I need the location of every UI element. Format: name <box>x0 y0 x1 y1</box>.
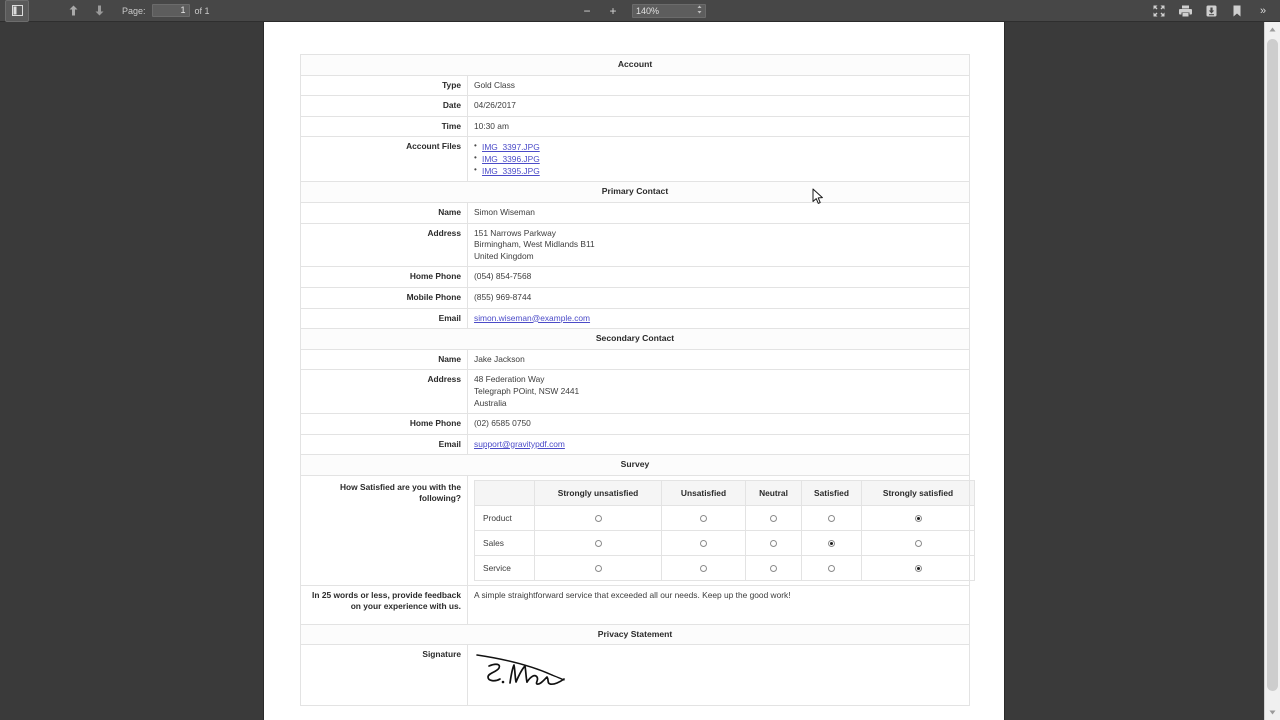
survey-matrix <box>474 480 975 581</box>
field-value-primary-email <box>468 308 970 329</box>
radio-sales-0[interactable] <box>595 540 602 547</box>
zoom-in-button[interactable] <box>601 0 625 22</box>
section-header-row <box>301 55 970 76</box>
field-label-secondary-name: Name <box>301 349 468 370</box>
email-link[interactable]: support@gravitypdf.com <box>474 438 565 449</box>
field-value-secondary-email <box>468 434 970 455</box>
field-label-time: Time <box>301 116 468 137</box>
page-total-label: of 1 <box>194 5 210 16</box>
scrollbar-thumb[interactable] <box>1267 39 1278 691</box>
radio-sales-1[interactable] <box>700 540 707 547</box>
survey-radio-cell[interactable] <box>535 555 662 580</box>
zoom-out-icon: − <box>583 3 591 18</box>
radio-product-2[interactable] <box>770 515 777 522</box>
section-header-row <box>301 329 970 350</box>
field-label-survey-question: How Satisfied are you with the following? <box>301 475 468 585</box>
field-value-primary-address <box>468 223 970 267</box>
survey-radio-cell[interactable] <box>535 530 662 555</box>
field-value-secondary-address <box>468 370 970 414</box>
file-link[interactable]: IMG_3395.JPG <box>482 166 540 177</box>
survey-radio-cell[interactable] <box>802 530 862 555</box>
address-line: 151 Narrows Parkway <box>474 227 556 238</box>
survey-row-product <box>475 505 975 530</box>
table-row <box>301 137 970 182</box>
toolbar-zoom-group <box>0 0 1280 22</box>
survey-radio-cell[interactable] <box>746 555 802 580</box>
zoom-out-button[interactable] <box>575 0 599 22</box>
field-label-primary-name: Name <box>301 202 468 223</box>
presentation-mode-icon[interactable] <box>1147 0 1171 22</box>
field-label-secondary-home-phone: Home Phone <box>301 414 468 435</box>
survey-col-strongly-unsatisfied: Strongly unsatisfied <box>535 480 662 505</box>
field-value-time: 10:30 am <box>468 116 970 137</box>
field-value-type: Gold Class <box>468 75 970 96</box>
section-title-primary-contact: Primary Contact <box>301 182 970 203</box>
zoom-level-value: 140% <box>636 5 660 16</box>
address-line: United Kingdom <box>474 250 534 261</box>
radio-sales-4[interactable] <box>915 540 922 547</box>
field-label-date: Date <box>301 96 468 117</box>
table-row <box>301 223 970 267</box>
survey-radio-cell[interactable] <box>862 555 975 580</box>
radio-service-1[interactable] <box>700 565 707 572</box>
survey-row-label: Product <box>475 505 535 530</box>
chevron-updown-icon <box>697 5 702 16</box>
field-label-feedback: In 25 words or less, provide feedback on your experience with us. <box>301 585 468 624</box>
address-line: 48 Federation Way <box>474 374 545 385</box>
survey-header-row <box>475 480 975 505</box>
survey-row-service <box>475 555 975 580</box>
address-line: Australia <box>474 397 507 408</box>
radio-product-0[interactable] <box>595 515 602 522</box>
table-row <box>301 308 970 329</box>
table-row <box>301 434 970 455</box>
account-files-list <box>474 141 963 177</box>
section-title-survey: Survey <box>301 455 970 476</box>
survey-col-blank <box>475 480 535 505</box>
survey-radio-cell[interactable] <box>802 555 862 580</box>
survey-radio-cell[interactable] <box>862 505 975 530</box>
viewer-toolbar <box>0 0 1280 22</box>
section-header-row <box>301 455 970 476</box>
survey-radio-cell[interactable] <box>662 530 746 555</box>
field-value-secondary-home-phone: (02) 6585 0750 <box>468 414 970 435</box>
table-row <box>301 475 970 585</box>
field-label-primary-mobile-phone: Mobile Phone <box>301 287 468 308</box>
vertical-scrollbar[interactable] <box>1264 22 1280 720</box>
field-label-secondary-email: Email <box>301 434 468 455</box>
address-line: Birmingham, West Midlands B11 <box>474 239 595 250</box>
field-label-type: Type <box>301 75 468 96</box>
survey-row-label: Service <box>475 555 535 580</box>
toolbar-right-group <box>1146 0 1276 22</box>
page-label: Page: <box>122 5 146 16</box>
survey-body <box>475 505 975 580</box>
table-row <box>301 116 970 137</box>
field-value-primary-name: Simon Wiseman <box>468 202 970 223</box>
survey-col-neutral: Neutral <box>746 480 802 505</box>
table-row <box>301 370 970 414</box>
table-row <box>301 202 970 223</box>
radio-product-1[interactable] <box>700 515 707 522</box>
table-row <box>301 414 970 435</box>
section-title-account: Account <box>301 55 970 76</box>
zoom-in-icon: + <box>609 3 617 18</box>
survey-row-sales <box>475 530 975 555</box>
list-item <box>474 153 963 165</box>
table-row <box>301 75 970 96</box>
table-row <box>301 585 970 624</box>
radio-sales-2[interactable] <box>770 540 777 547</box>
section-header-row <box>301 182 970 203</box>
table-row <box>301 645 970 706</box>
table-row <box>301 349 970 370</box>
survey-radio-cell[interactable] <box>746 505 802 530</box>
survey-col-strongly-satisfied: Strongly satisfied <box>862 480 975 505</box>
file-link[interactable]: IMG_3397.JPG <box>482 142 540 153</box>
more-tools-icon[interactable] <box>1251 0 1275 22</box>
download-icon[interactable] <box>1199 0 1223 22</box>
radio-product-3[interactable] <box>828 515 835 522</box>
list-item <box>474 165 963 177</box>
field-label-signature: Signature <box>301 645 468 706</box>
zoom-level-select[interactable] <box>632 4 706 18</box>
survey-col-satisfied: Satisfied <box>802 480 862 505</box>
radio-service-3[interactable] <box>828 565 835 572</box>
survey-radio-cell[interactable] <box>662 505 746 530</box>
field-value-primary-mobile-phone: (855) 969-8744 <box>468 287 970 308</box>
field-label-secondary-address: Address <box>301 370 468 414</box>
list-item <box>474 141 963 153</box>
survey-radio-cell[interactable] <box>862 530 975 555</box>
field-value-signature <box>468 645 970 706</box>
table-row <box>301 96 970 117</box>
pdf-page <box>264 22 1004 720</box>
field-label-primary-home-phone: Home Phone <box>301 267 468 288</box>
file-link[interactable]: IMG_3396.JPG <box>482 154 540 165</box>
field-value-primary-home-phone: (054) 854-7568 <box>468 267 970 288</box>
print-icon[interactable] <box>1173 0 1197 22</box>
radio-sales-3[interactable] <box>828 540 835 547</box>
survey-radio-cell[interactable] <box>746 530 802 555</box>
signature-image <box>474 649 674 697</box>
section-header-row <box>301 624 970 645</box>
survey-radio-cell[interactable] <box>662 555 746 580</box>
field-label-primary-address: Address <box>301 223 468 267</box>
field-value-secondary-name: Jake Jackson <box>468 349 970 370</box>
survey-radio-cell[interactable] <box>535 505 662 530</box>
radio-service-4[interactable] <box>915 565 922 572</box>
survey-matrix-cell <box>468 475 970 585</box>
email-link[interactable]: simon.wiseman@example.com <box>474 312 591 323</box>
bookmark-icon[interactable] <box>1225 0 1249 22</box>
radio-product-4[interactable] <box>915 515 922 522</box>
scroll-down-button[interactable] <box>1265 705 1280 720</box>
double-chevron-right-icon: » <box>1259 4 1267 17</box>
section-title-secondary-contact: Secondary Contact <box>301 329 970 350</box>
form-table <box>300 54 970 706</box>
radio-service-0[interactable] <box>595 565 602 572</box>
field-value-feedback: A simple straightforward service that exceeded all our needs. Keep up the good work! <box>468 585 970 624</box>
survey-col-unsatisfied: Unsatisfied <box>662 480 746 505</box>
field-label-primary-email: Email <box>301 308 468 329</box>
field-value-date: 04/26/2017 <box>468 96 970 117</box>
field-label-account-files: Account Files <box>301 137 468 182</box>
field-value-account-files <box>468 137 970 182</box>
section-title-privacy: Privacy Statement <box>301 624 970 645</box>
address-line: Telegraph POint, NSW 2441 <box>474 385 580 396</box>
form-document <box>300 54 969 706</box>
survey-row-label: Sales <box>475 530 535 555</box>
table-row <box>301 287 970 308</box>
survey-radio-cell[interactable] <box>802 505 862 530</box>
scroll-up-button[interactable] <box>1265 22 1280 37</box>
table-row <box>301 267 970 288</box>
radio-service-2[interactable] <box>770 565 777 572</box>
